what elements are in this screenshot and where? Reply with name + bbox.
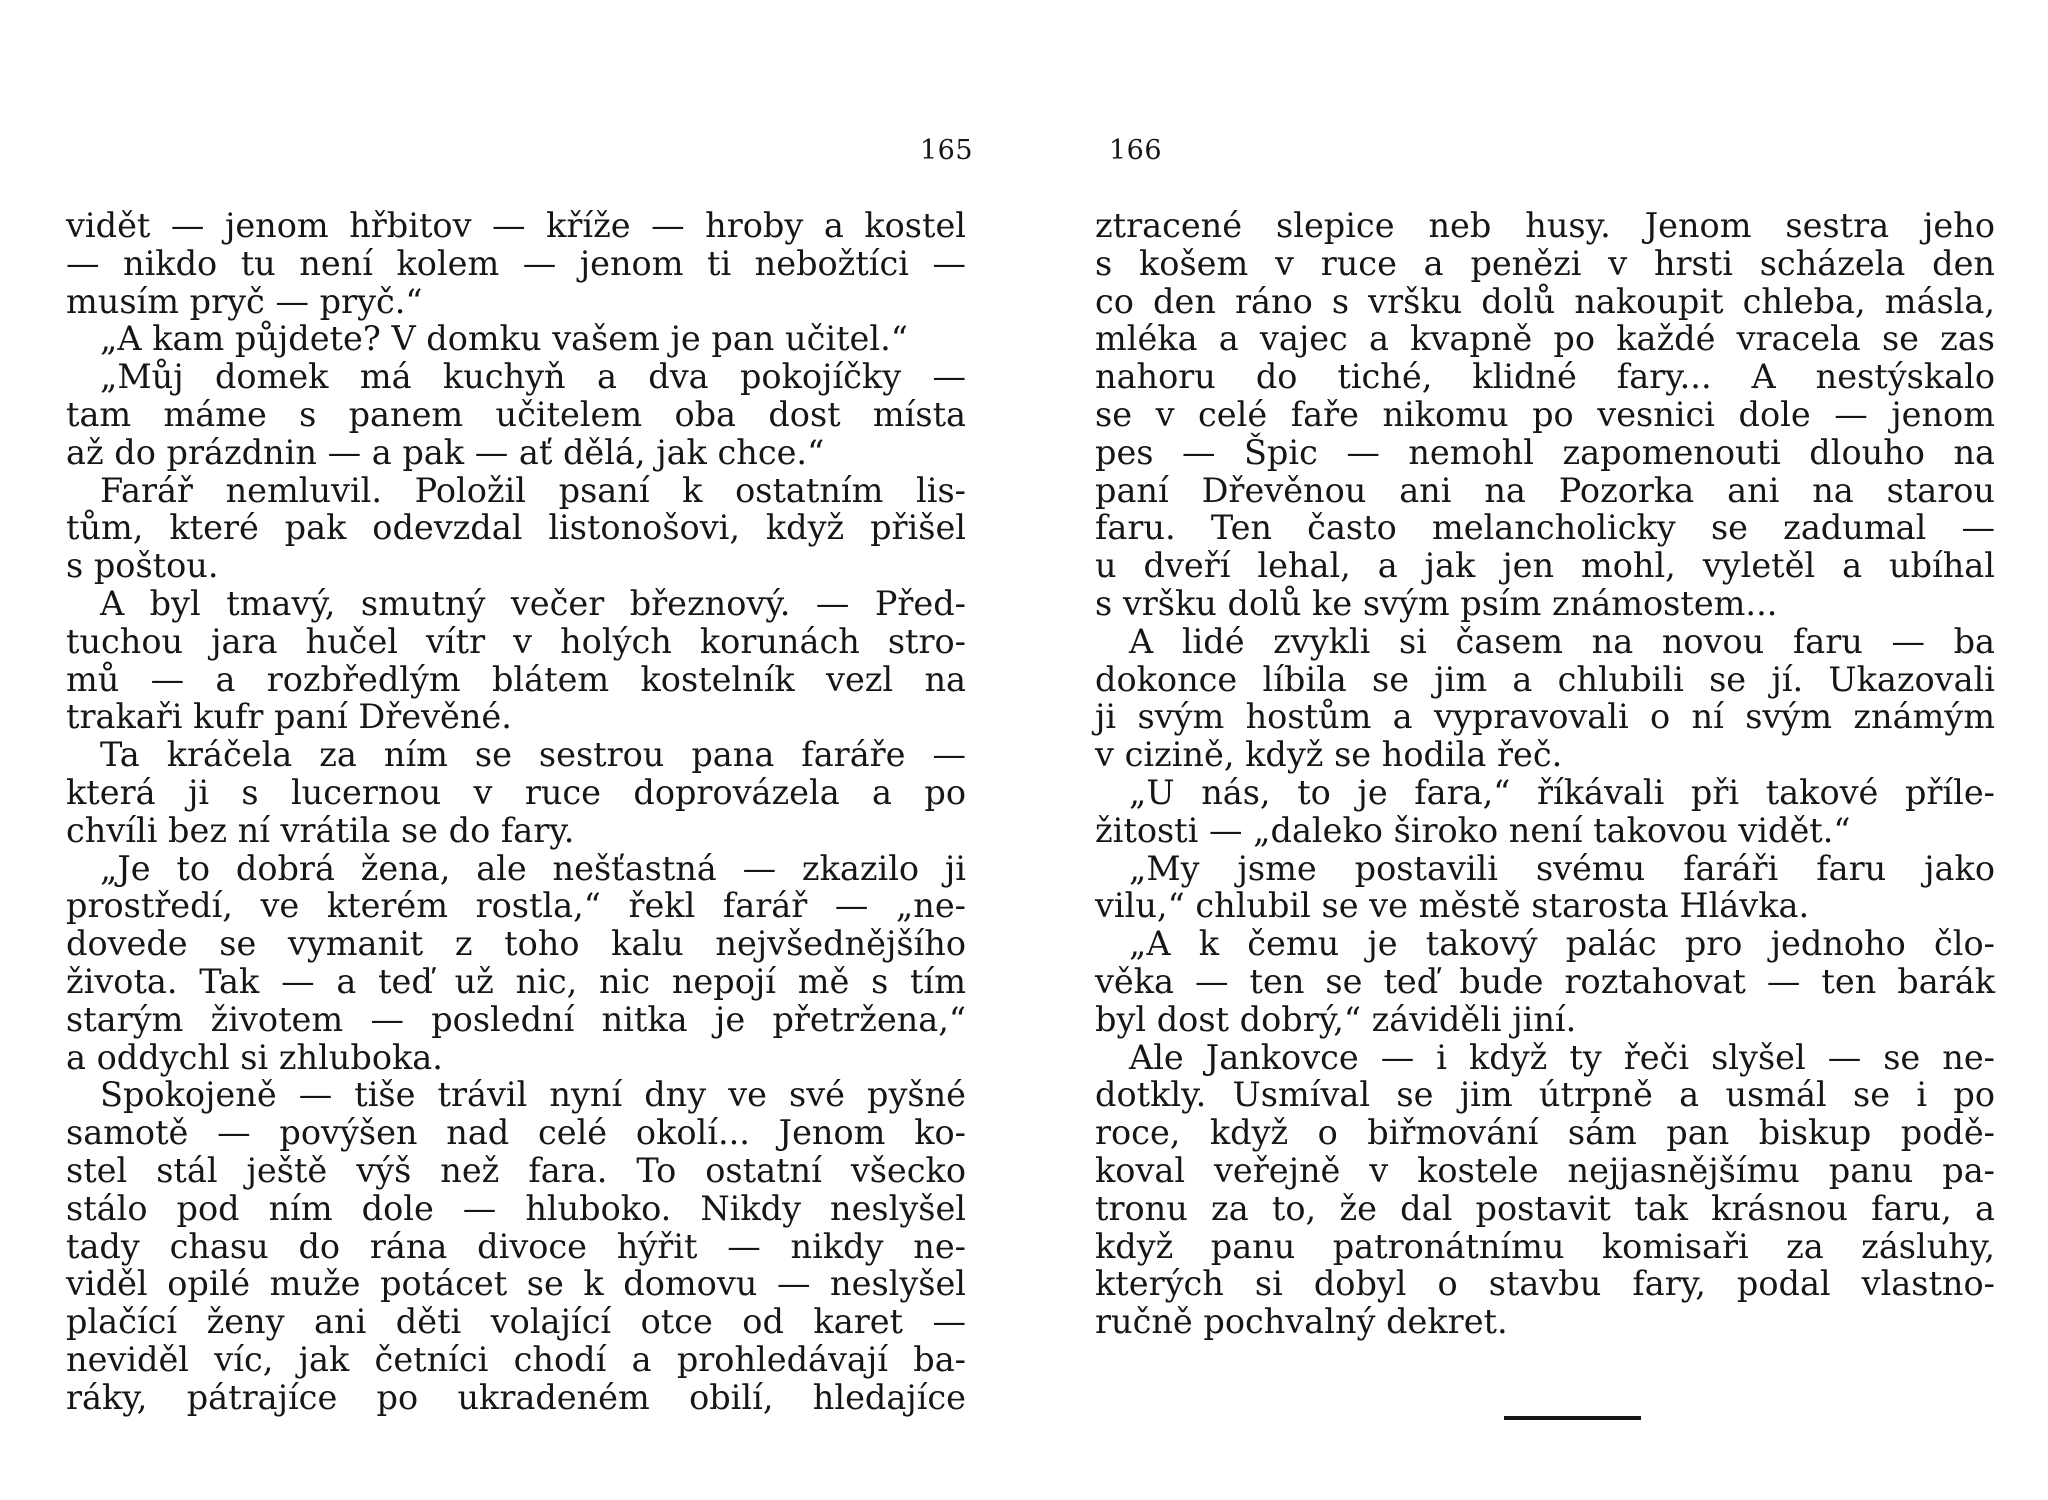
text-line: „A kam půjdete? V domku vašem je pan učitel.“: [100, 319, 908, 359]
text-line: „Můj domek má kuchyň a dva pokojíčky —: [100, 357, 966, 397]
text-line: ručně pochvalný dekret.: [1095, 1302, 1508, 1342]
text-line: tům, které pak odevzdal listonošovi, když přišel: [66, 508, 966, 548]
text-line: až do prázdnin — a pak — ať dělá, jak chce.“: [66, 432, 825, 472]
text-line: starým životem — poslední nitka je přetržena,“: [66, 999, 966, 1039]
text-line: ji svým hostům a vypravovali o ní svým známým: [1095, 697, 1995, 737]
text-line: u dveří lehal, a jak jen mohl, vyletěl a ubíhal: [1095, 546, 1995, 586]
text-line: tronu za to, že dal postavit tak krásnou faru, a: [1095, 1188, 1995, 1228]
text-line: trakaři kufr paní Dřevěné.: [66, 697, 512, 737]
page-number: 166: [1109, 135, 1163, 166]
text-line: tam máme s panem učitelem oba dost místa: [66, 394, 966, 434]
page-number: 165: [920, 135, 974, 166]
text-line: s vršku dolů ke svým psím známostem...: [1095, 583, 1778, 623]
text-line: ráky, pátrajíce po ukradeném obilí, hledajíce: [66, 1377, 966, 1417]
page-text: [1095, 207, 1995, 1341]
text-line: v cizině, když se hodila řeč.: [1095, 735, 1563, 775]
text-line: stálo pod ním dole — hluboko. Nikdy neslyšel: [66, 1188, 966, 1228]
text-line: ztracené slepice neb husy. Jenom sestra jeho: [1095, 206, 1995, 245]
text-line: Ta kráčela za ním se sestrou pana faráře —: [100, 735, 966, 775]
text-line: faru. Ten často melancholicky se zadumal —: [1095, 508, 1995, 548]
text-line: „My jsme postavili svému faráři faru jako: [1129, 848, 1995, 888]
text-line: pes — Špic — nemohl zapomenouti dlouho na: [1095, 432, 1995, 472]
text-line: kterých si dobyl o stavbu fary, podal vlastno-: [1095, 1264, 1995, 1304]
text-line: věka — ten se teď bude roztahovat — ten barák: [1095, 961, 1995, 1001]
text-line: dokonce líbila se jim a chlubili se jí. Ukazovali: [1095, 659, 1995, 699]
text-line: která ji s lucernou v ruce doprovázela a po: [66, 772, 966, 812]
text-line: vilu,“ chlubil se ve městě starosta Hlávka.: [1095, 886, 1810, 926]
text-line: roce, když o biřmování sám pan biskup podě-: [1095, 1113, 1995, 1153]
text-line: dotkly. Usmíval se jim útrpně a usmál se i po: [1095, 1075, 1995, 1115]
text-line: stel stál ještě výš než fara. To ostatní všecko: [66, 1150, 966, 1190]
text-line: koval veřejně v kostele nejjasnějšímu panu pa-: [1095, 1150, 1995, 1190]
text-line: mléka a vajec a kvapně po každé vracela se zas: [1095, 319, 1995, 359]
text-line: „U nás, to je fara,“ říkávali při takové příle-: [1129, 772, 1995, 812]
text-line: chvíli bez ní vrátila se do fary.: [66, 810, 575, 850]
text-line: tady chasu do rána divoce hýřit — nikdy ne-: [66, 1226, 966, 1266]
text-line: a oddychl si zhluboka.: [66, 1037, 443, 1077]
right-page: [1024, 0, 2048, 1500]
text-line: plačící ženy ani děti volající otce od karet —: [66, 1302, 966, 1342]
text-line: — nikdo tu není kolem — jenom ti nebožtíci —: [66, 243, 966, 283]
text-line: mů — a rozbředlým blátem kostelník vezl na: [66, 659, 966, 699]
text-line: samotě — povýšen nad celé okolí... Jenom ko-: [66, 1113, 966, 1153]
page-text: [66, 207, 966, 1417]
text-line: A byl tmavý, smutný večer březnový. — Před-: [100, 583, 966, 623]
text-line: s košem v ruce a penězi v hrsti scházela den: [1095, 243, 1995, 283]
text-line: Ale Jankovce — i když ty řeči slyšel — se ne-: [1129, 1037, 1995, 1077]
text-line: byl dost dobrý,“ záviděli jiní.: [1095, 999, 1577, 1039]
text-line: viděl opilé muže potácet se k domovu — neslyšel: [66, 1264, 966, 1304]
text-line: se v celé faře nikomu po vesnici dole — jenom: [1095, 394, 1995, 434]
text-line: života. Tak — a teď už nic, nic nepojí mě s tím: [66, 961, 966, 1001]
text-line: musím pryč — pryč.“: [66, 281, 423, 321]
text-line: neviděl víc, jak četníci chodí a prohledávají ba-: [66, 1339, 966, 1379]
text-line: žitosti — „daleko široko není takovou vidět.“: [1095, 810, 1851, 850]
chapter-end-rule: [1504, 1416, 1641, 1420]
text-line: nahoru do tiché, klidné fary... A nestýskalo: [1095, 357, 1995, 397]
text-line: s poštou.: [66, 546, 219, 586]
text-line: vidět — jenom hřbitov — kříže — hroby a kostel: [66, 206, 966, 245]
text-line: paní Dřevěnou ani na Pozorka ani na starou: [1095, 470, 1995, 510]
text-line: „Je to dobrá žena, ale nešťastná — zkazilo ji: [100, 848, 966, 888]
text-line: Spokojeně — tiše trávil nyní dny ve své pyšné: [100, 1075, 966, 1115]
text-line: A lidé zvykli si časem na novou faru — ba: [1129, 621, 1995, 661]
text-line: tuchou jara hučel vítr v holých korunách stro-: [66, 621, 966, 661]
text-line: dovede se vymanit z toho kalu nejvšednějšího: [66, 924, 966, 964]
text-line: „A k čemu je takový palác pro jednoho člo-: [1129, 924, 1995, 964]
text-line: co den ráno s vršku dolů nakoupit chleba, másla,: [1095, 281, 1995, 321]
text-line: Farář nemluvil. Položil psaní k ostatním lis-: [100, 470, 966, 510]
text-line: když panu patronátnímu komisaři za zásluhy,: [1095, 1226, 1995, 1266]
text-line: prostředí, ve kterém rostla,“ řekl farář — „ne-: [66, 886, 966, 926]
